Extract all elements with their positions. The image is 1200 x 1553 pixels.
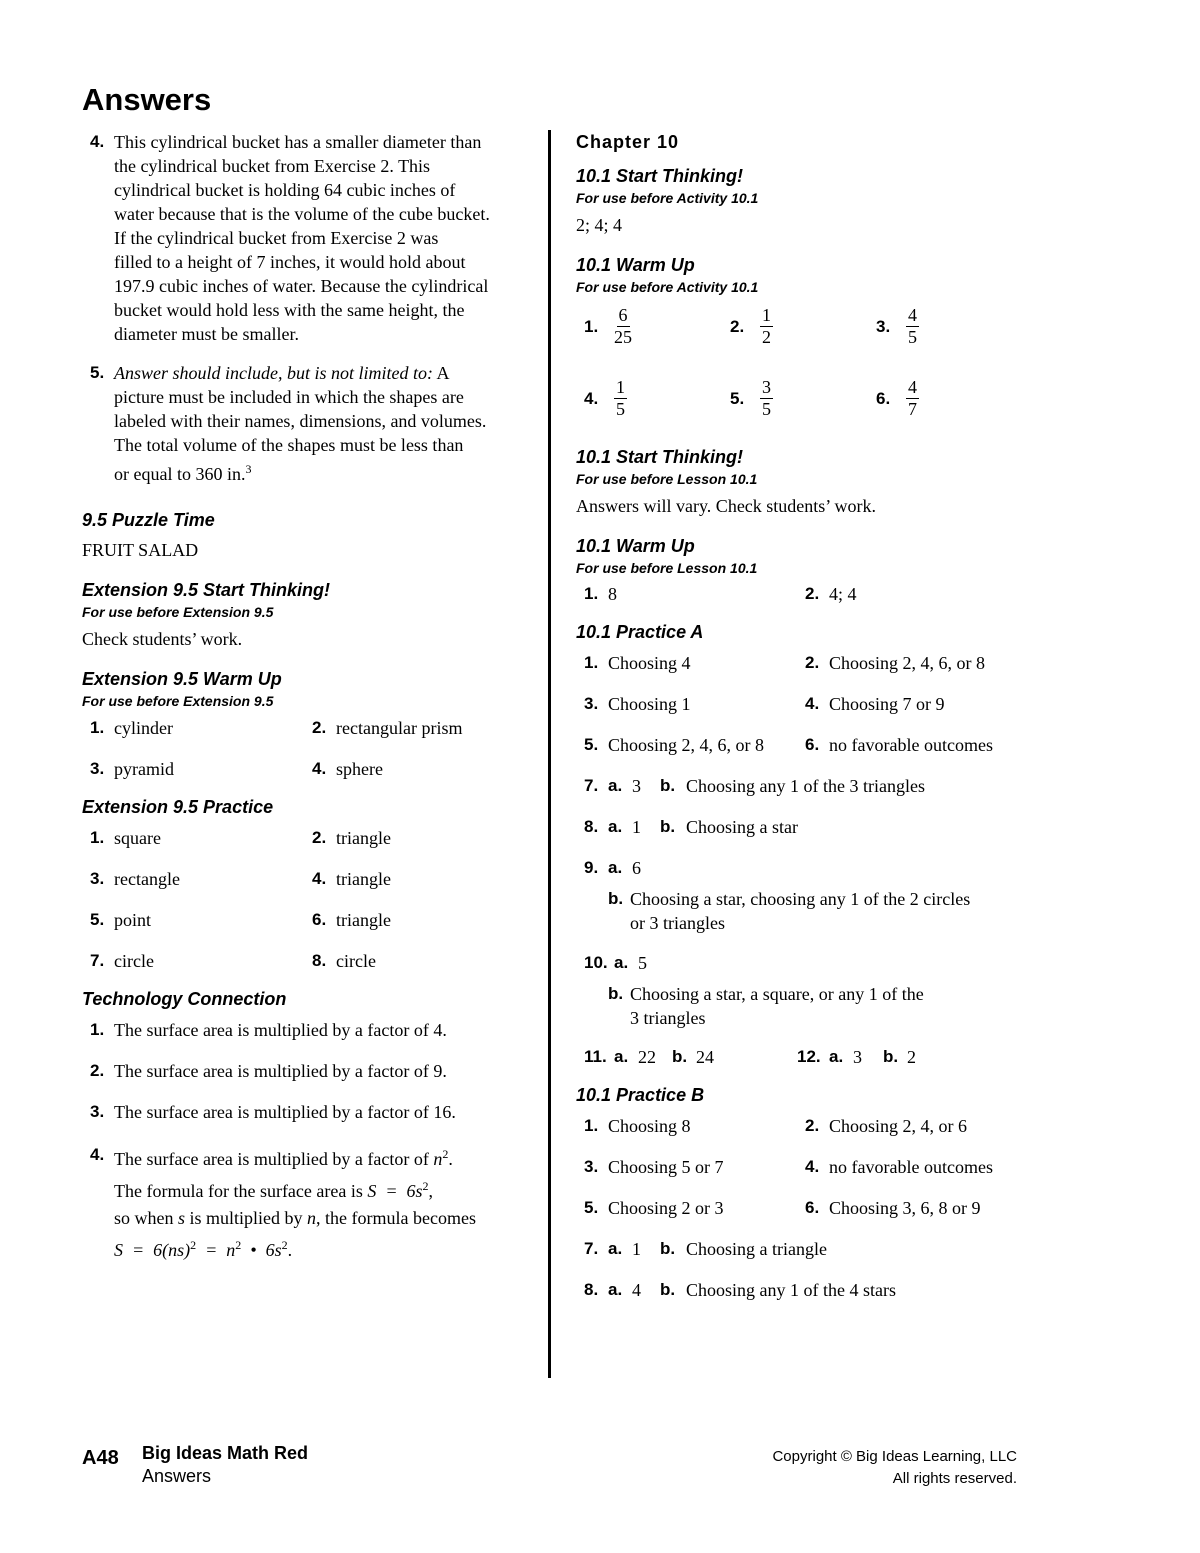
exponent: 2 — [442, 1147, 449, 1161]
part-answer: Choosing any 1 of the 4 stars — [686, 1280, 896, 1300]
part-label: b. — [660, 776, 676, 795]
part-answer: Choosing a star — [686, 817, 798, 837]
answer-row — [576, 1155, 1026, 1196]
part-label: b. — [883, 1047, 899, 1066]
page-title: Answers — [82, 82, 212, 117]
math-formula: S = 6s — [367, 1181, 423, 1201]
answer-line: labeled with their names, dimensions, and volumes. — [114, 411, 487, 431]
item-number: 1. — [584, 1116, 599, 1135]
section-heading: 10.1 Practice B — [576, 1085, 705, 1105]
exponent: 2 — [422, 1179, 429, 1193]
item-number: 2. — [805, 584, 820, 603]
item-answer: square — [114, 828, 161, 848]
section-subheading: For use before Lesson 10.1 — [576, 560, 758, 576]
item-number: 3. — [90, 1102, 105, 1121]
section-subheading: For use before Lesson 10.1 — [576, 471, 758, 487]
part-answer: Choosing a star, a square, or any 1 of the — [630, 984, 924, 1004]
item-number: 3. — [584, 694, 599, 713]
part-answer: 3 — [632, 776, 641, 796]
item-number: 8. — [584, 1280, 599, 1299]
item-number: 6. — [805, 735, 820, 754]
answer-line: The total volume of the shapes must be less than — [114, 435, 464, 455]
fraction — [760, 305, 773, 348]
section-subheading: For use before Extension 9.5 — [82, 604, 274, 620]
part-answer: 6 — [632, 858, 641, 878]
part-answer: Choosing any 1 of the 3 triangles — [686, 776, 925, 796]
exponent: 3 — [245, 462, 252, 476]
part-answer: 1 — [632, 817, 641, 837]
item-number: 8. — [584, 817, 599, 836]
item-number: 4. — [805, 1157, 820, 1176]
part-label: b. — [672, 1047, 688, 1066]
answer-row — [576, 1278, 1026, 1319]
item-number: 4. — [90, 1145, 105, 1164]
item-number: 6. — [312, 910, 327, 929]
fraction-numerator: 1 — [762, 305, 771, 325]
item-number: 1. — [90, 1020, 105, 1039]
item-number: 10. — [584, 953, 608, 972]
right-column — [576, 130, 1026, 1319]
text-run: , — [428, 1181, 434, 1201]
part-answer: Choosing a star, choosing any 1 of the 2 circles — [630, 889, 971, 909]
answer-line: This cylindrical bucket has a smaller diameter than — [114, 132, 482, 152]
answer-line: the cylindrical bucket from Exercise 2. This — [114, 156, 431, 176]
part-label: b. — [660, 1239, 676, 1258]
text-run: , the formula becomes — [316, 1208, 476, 1228]
exponent: 2 — [190, 1238, 197, 1252]
part-label: a. — [614, 1047, 629, 1066]
section-subheading: For use before Extension 9.5 — [82, 693, 274, 709]
part-answer: 2 — [907, 1047, 916, 1067]
exercise-number: 5. — [90, 363, 105, 382]
item-answer: no favorable outcomes — [829, 735, 993, 755]
answer-row — [576, 1114, 1026, 1155]
left-column — [82, 130, 527, 1264]
book-title: Big Ideas Math Red — [142, 1443, 309, 1463]
copyright: Copyright © Big Ideas Learning, LLC — [772, 1448, 1017, 1465]
section-subheading: For use before Activity 10.1 — [576, 279, 759, 295]
item-number: 4. — [312, 759, 327, 778]
item-number: 3. — [876, 316, 891, 336]
answer-row — [576, 692, 1026, 733]
answer-line — [114, 1173, 476, 1205]
item-number: 2. — [312, 828, 327, 847]
item-answer: pyramid — [114, 759, 174, 779]
fraction-denominator: 25 — [614, 327, 632, 347]
item-answer: Choosing 7 or 9 — [829, 694, 945, 714]
answer-multi — [576, 951, 1026, 1045]
fraction-row — [576, 377, 1026, 437]
footer-section: Answers — [142, 1466, 212, 1486]
item-number: 5. — [584, 1198, 599, 1217]
item-answer: triangle — [336, 869, 391, 889]
answer-row — [82, 949, 527, 990]
answer-intro-rest: A — [432, 363, 450, 383]
fraction-numerator: 1 — [616, 377, 625, 397]
answer-row — [576, 815, 1026, 856]
math-var: s — [178, 1208, 186, 1228]
part-answer: 22 — [638, 1047, 656, 1067]
section-heading: 10.1 Warm Up — [576, 255, 695, 275]
answer-row — [82, 867, 527, 908]
exercise-5 — [82, 361, 527, 486]
math-formula: • 6s — [241, 1240, 282, 1260]
answer-line: filled to a height of 7 inches, it would hold about — [114, 252, 466, 272]
answer-line: If the cylindrical bucket from Exercise 2 was — [114, 228, 439, 248]
item-number: 2. — [805, 653, 820, 672]
section-subheading: For use before Activity 10.1 — [576, 190, 759, 206]
part-answer: 1 — [632, 1239, 641, 1259]
answer-row — [82, 1100, 527, 1141]
footer-right — [772, 1446, 1017, 1490]
item-number: 2. — [90, 1061, 105, 1080]
part-label: b. — [608, 984, 624, 1003]
item-answer: no favorable outcomes — [829, 1157, 993, 1177]
fraction-denominator: 5 — [908, 327, 917, 347]
section-answer: Answers will vary. Check students’ work. — [576, 496, 876, 516]
item-number: 7. — [584, 776, 599, 795]
item-answer: Choosing 4 — [608, 653, 691, 673]
text-run: is multiplied by — [185, 1208, 308, 1228]
item-number: 5. — [90, 910, 105, 929]
exercise-4 — [82, 130, 527, 346]
item-answer: Choosing 8 — [608, 1116, 691, 1136]
answer-line — [114, 457, 486, 486]
fraction — [906, 305, 919, 348]
answer-row — [82, 826, 527, 867]
fraction-denominator: 5 — [616, 399, 625, 419]
answer-line — [114, 361, 486, 385]
page-code: A48 — [82, 1447, 119, 1469]
item-answer: triangle — [336, 910, 391, 930]
item-answer: Choosing 5 or 7 — [608, 1157, 724, 1177]
item-answer: The surface area is multiplied by a factor of 4. — [114, 1020, 447, 1040]
item-answer: Choosing 1 — [608, 694, 691, 714]
section-heading: Technology Connection — [82, 989, 287, 1009]
tech-item-4 — [82, 1141, 527, 1264]
section-heading: Extension 9.5 Practice — [82, 797, 274, 817]
math-var: n — [433, 1149, 443, 1169]
fraction-numerator: 6 — [618, 305, 628, 325]
item-answer: Choosing 2, 4, 6, or 8 — [608, 735, 765, 755]
answer-multi — [576, 856, 1026, 951]
item-answer: circle — [336, 951, 376, 971]
item-number: 3. — [584, 1157, 599, 1176]
part-answer: 24 — [696, 1047, 714, 1067]
part-label: a. — [614, 953, 629, 972]
answer-line: bucket would hold less with the same height, the — [114, 300, 465, 320]
answer-row — [82, 1059, 527, 1100]
item-number: 5. — [730, 388, 745, 408]
part-answer: Choosing a triangle — [686, 1239, 827, 1259]
section-heading: 9.5 Puzzle Time — [82, 510, 215, 530]
item-number: 6. — [876, 388, 891, 408]
item-answer: cylinder — [114, 718, 173, 738]
item-number: 12. — [797, 1047, 821, 1066]
section-heading: Extension 9.5 Start Thinking! — [82, 580, 331, 600]
exercise-number: 4. — [90, 132, 105, 151]
fraction-denominator: 2 — [762, 327, 771, 347]
math-formula: = n — [196, 1240, 236, 1260]
fraction-numerator: 4 — [908, 305, 917, 325]
section-answer: 2; 4; 4 — [576, 215, 623, 235]
item-answer: Choosing 2 or 3 — [608, 1198, 724, 1218]
answer-row — [82, 757, 527, 798]
answer-line: 197.9 cubic inches of water. Because the cylindrical — [114, 276, 489, 296]
answer-line: picture must be included in which the shapes are — [114, 387, 464, 407]
answer-intro-italic: Answer should include, but is not limited to: — [114, 363, 433, 383]
item-number: 4. — [312, 869, 327, 888]
answer-row — [82, 716, 527, 757]
math-var: n — [307, 1208, 317, 1228]
item-answer: Choosing 2, 4, or 6 — [829, 1116, 968, 1136]
item-answer: circle — [114, 951, 154, 971]
rights-reserved: All rights reserved. — [892, 1470, 1017, 1487]
item-number: 2. — [730, 316, 745, 336]
chapter-heading: Chapter 10 — [576, 132, 680, 152]
fraction-numerator: 3 — [762, 377, 771, 397]
item-answer: The surface area is multiplied by a factor of 16. — [114, 1102, 456, 1122]
item-number: 7. — [90, 951, 105, 970]
answer-row — [576, 774, 1026, 815]
answer-row — [82, 908, 527, 949]
item-answer: rectangular prism — [336, 718, 463, 738]
answer-last-line: or equal to 360 in. — [114, 464, 246, 484]
fraction-numerator: 4 — [908, 377, 917, 397]
answer-row — [576, 733, 1026, 774]
item-number: 1. — [584, 584, 599, 603]
answer-line — [114, 1232, 476, 1264]
section-answer: Check students’ work. — [82, 629, 243, 649]
item-answer: triangle — [336, 828, 391, 848]
item-answer: 4; 4 — [829, 584, 857, 604]
answer-row — [576, 1196, 1026, 1237]
item-answer: Choosing 2, 4, 6, or 8 — [829, 653, 986, 673]
answer-line — [114, 1205, 476, 1232]
exponent: 2 — [281, 1238, 288, 1252]
answer-row — [576, 651, 1026, 692]
item-answer: 8 — [608, 584, 617, 604]
part-label: a. — [608, 1280, 623, 1299]
item-number: 9. — [584, 858, 599, 877]
part-label: a. — [829, 1047, 844, 1066]
item-number: 2. — [312, 718, 327, 737]
item-number: 8. — [312, 951, 327, 970]
item-number: 1. — [90, 828, 105, 847]
part-label: b. — [608, 889, 624, 908]
answer-line: water because that is the volume of the cube bucket. — [114, 204, 490, 224]
section-heading: 10.1 Start Thinking! — [576, 166, 744, 186]
part-label: b. — [660, 817, 676, 836]
fraction-row — [576, 305, 1026, 377]
item-number: 5. — [584, 735, 599, 754]
answer-row — [576, 1237, 1026, 1278]
text-run: . — [448, 1149, 453, 1169]
item-answer: Choosing 3, 6, 8 or 9 — [829, 1198, 981, 1218]
item-number: 4. — [805, 694, 820, 713]
item-number: 3. — [90, 869, 105, 888]
text-run: The formula for the surface area is — [114, 1181, 368, 1201]
answer-row — [576, 1045, 1026, 1086]
item-answer: The surface area is multiplied by a factor of 9. — [114, 1061, 447, 1081]
answer-line: diameter must be smaller. — [114, 324, 299, 344]
text-run: . — [287, 1240, 293, 1260]
fraction-denominator: 5 — [762, 399, 771, 419]
section-heading: Extension 9.5 Warm Up — [82, 669, 282, 689]
item-number: 2. — [805, 1116, 820, 1135]
text-run: so when — [114, 1208, 178, 1228]
item-number: 1. — [90, 718, 105, 737]
puzzle-answer: FRUIT SALAD — [82, 540, 199, 560]
fraction — [760, 377, 773, 420]
fraction — [614, 377, 627, 420]
item-number: 1. — [584, 316, 599, 336]
section-heading: 10.1 Practice A — [576, 622, 704, 642]
fraction — [906, 377, 919, 420]
item-number: 4. — [584, 388, 599, 408]
part-label: a. — [608, 776, 623, 795]
fraction-denominator: 7 — [908, 399, 917, 419]
part-answer: or 3 triangles — [630, 913, 725, 933]
item-number: 3. — [90, 759, 105, 778]
exponent: 2 — [235, 1238, 242, 1252]
answer-row — [82, 1018, 527, 1059]
part-label: a. — [608, 1239, 623, 1258]
part-answer: 3 triangles — [630, 1008, 706, 1028]
item-number: 1. — [584, 653, 599, 672]
part-label: b. — [660, 1280, 676, 1299]
part-answer: 5 — [638, 953, 647, 973]
text-run: The surface area is multiplied by a factor of — [114, 1149, 434, 1169]
answer-line: cylindrical bucket is holding 64 cubic inches of — [114, 180, 456, 200]
section-heading: 10.1 Warm Up — [576, 536, 695, 556]
item-number: 11. — [584, 1047, 607, 1066]
item-number: 6. — [805, 1198, 820, 1217]
part-label: a. — [608, 817, 623, 836]
answer-line — [114, 1141, 476, 1173]
item-answer: sphere — [336, 759, 383, 779]
section-heading: 10.1 Start Thinking! — [576, 447, 744, 467]
part-answer: 4 — [632, 1280, 641, 1300]
fraction — [614, 305, 632, 348]
math-formula: S = 6(ns) — [114, 1240, 191, 1260]
item-answer: point — [114, 910, 152, 930]
column-divider — [548, 130, 551, 1378]
item-number: 7. — [584, 1239, 599, 1258]
part-answer: 3 — [853, 1047, 862, 1067]
item-answer: rectangle — [114, 869, 180, 889]
part-label: a. — [608, 858, 623, 877]
answer-row — [576, 582, 1026, 623]
